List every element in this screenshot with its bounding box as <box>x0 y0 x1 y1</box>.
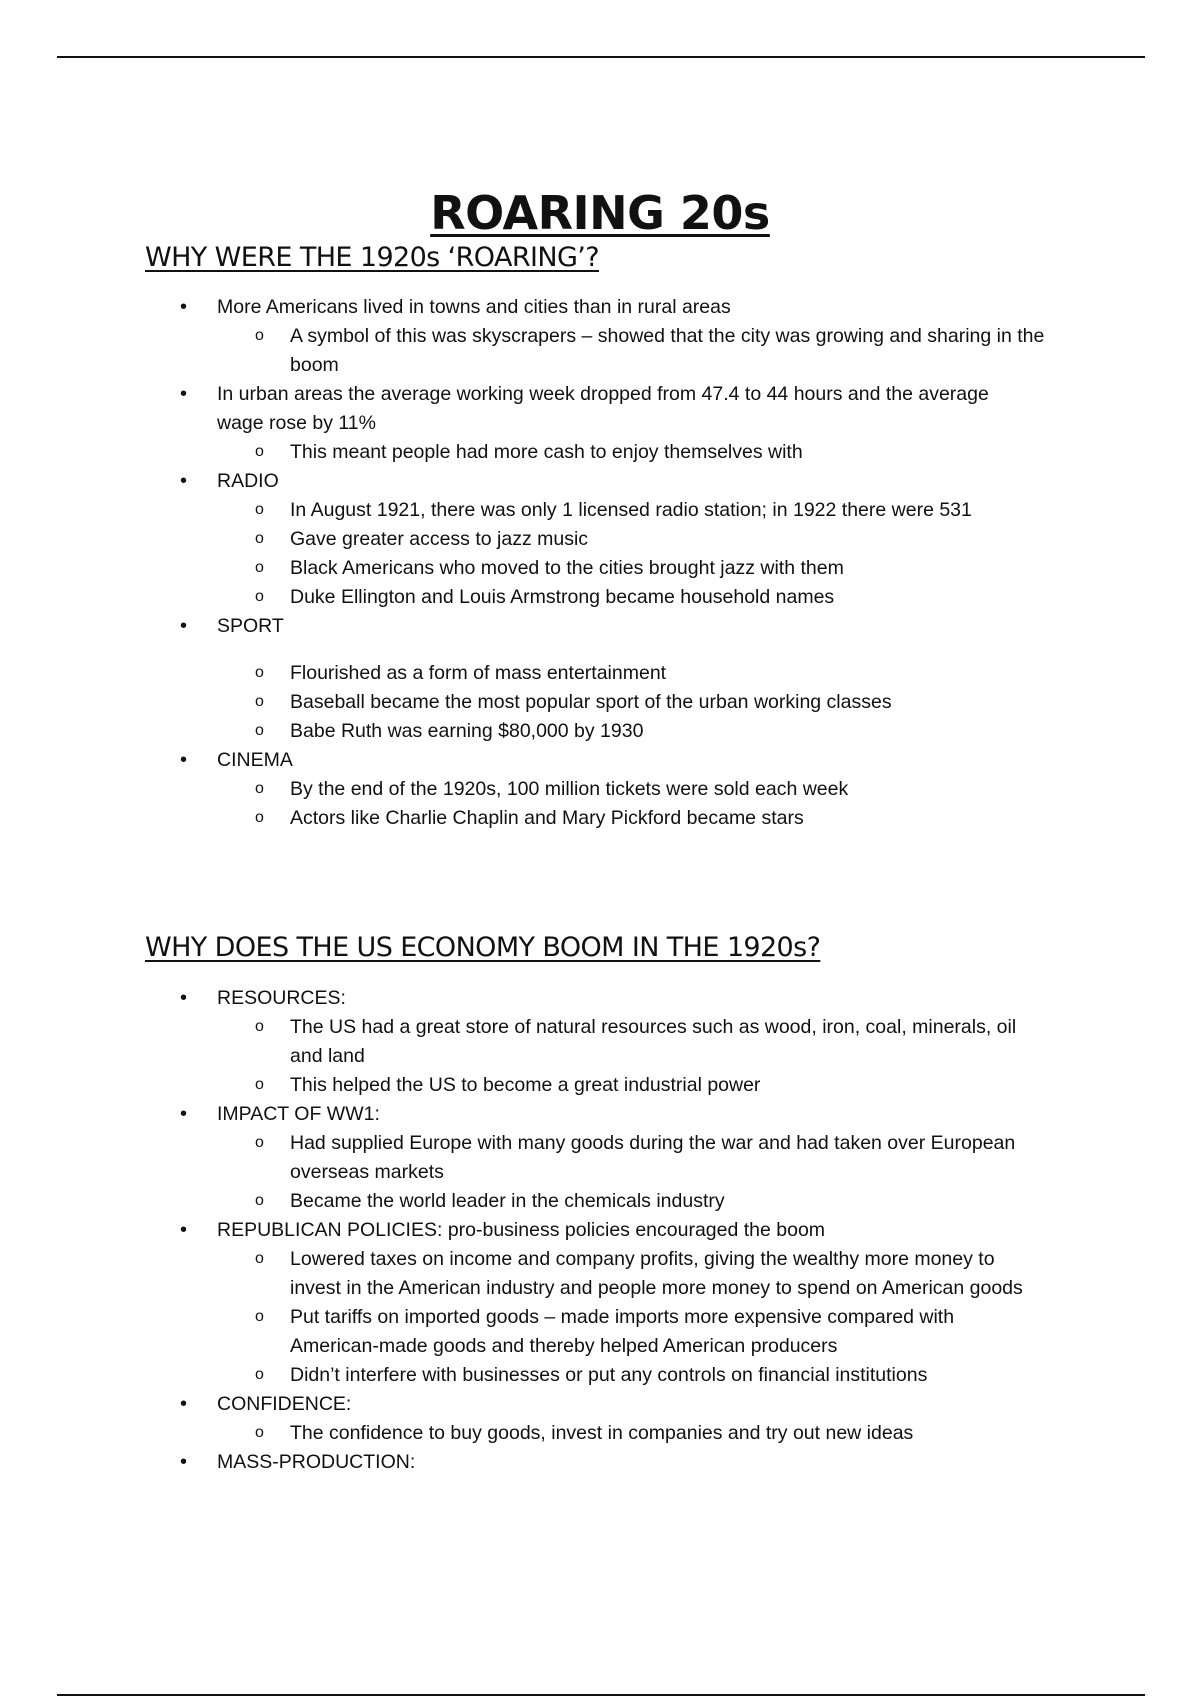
sub-list-item: o This helped the US to become a great industrial power <box>0 1071 1046 1100</box>
list-item: • MASS-PRODUCTION: <box>0 1448 1037 1477</box>
sub-list-item: o The confidence to buy goods, invest in companies and try out new ideas <box>0 1419 1046 1448</box>
section-heading-economy: WHY DOES THE US ECONOMY BOOM IN THE 1920s? <box>145 932 821 963</box>
document-title: ROARING 20s <box>430 185 770 240</box>
sub-list-item: o Put tariffs on imported goods – made imports more expensive compared with American-made goods and thereby helped American producers <box>0 1303 1046 1361</box>
sub-list-item: o Actors like Charlie Chaplin and Mary Pickford became stars <box>0 804 1046 833</box>
sub-list-item: o Lowered taxes on income and company profits, giving the wealthy more money to invest in the American industry and people more money to spend on American goods <box>0 1245 1046 1303</box>
sub-list-item: o Gave greater access to jazz music <box>0 525 1046 554</box>
sub-list-item: o Babe Ruth was earning $80,000 by 1930 <box>0 717 1046 746</box>
sub-list-item: o In August 1921, there was only 1 licensed radio station; in 1922 there were 531 <box>0 496 1046 525</box>
sub-list-item: o Black Americans who moved to the cities brought jazz with them <box>0 554 1046 583</box>
list-item: • REPUBLICAN POLICIES: pro-business policies encouraged the boom <box>0 1216 1037 1245</box>
list-item: • In urban areas the average working week dropped from 47.4 to 44 hours and the average wage rose by 11% <box>0 380 1037 438</box>
sub-list-item: o Became the world leader in the chemicals industry <box>0 1187 1046 1216</box>
sub-list-item: o Flourished as a form of mass entertainment <box>0 659 1046 688</box>
sub-list-item: o Duke Ellington and Louis Armstrong became household names <box>0 583 1046 612</box>
spacer <box>0 641 1200 659</box>
sub-list-item: o By the end of the 1920s, 100 million tickets were sold each week <box>0 775 1046 804</box>
list-item: • CINEMA <box>0 746 1037 775</box>
sub-list-item: o Baseball became the most popular sport of the urban working classes <box>0 688 1046 717</box>
list-item: • More Americans lived in towns and cities than in rural areas <box>0 293 1037 322</box>
section-list-roaring <box>0 293 1200 833</box>
sub-list-item: o Had supplied Europe with many goods during the war and had taken over European overseas markets <box>0 1129 1046 1187</box>
list-item: • CONFIDENCE: <box>0 1390 1037 1419</box>
top-rule <box>57 56 1145 58</box>
list-item: • SPORT <box>0 612 1037 641</box>
sub-list-item: o A symbol of this was skyscrapers – showed that the city was growing and sharing in the boom <box>0 322 1046 380</box>
list-item: • RADIO <box>0 467 1037 496</box>
section-heading-roaring: WHY WERE THE 1920s ‘ROARING’? <box>145 242 599 273</box>
sub-list-item: o This meant people had more cash to enjoy themselves with <box>0 438 1046 467</box>
sub-list-item: o Didn’t interfere with businesses or put any controls on financial institutions <box>0 1361 1046 1390</box>
list-item: • RESOURCES: <box>0 984 1037 1013</box>
list-item: • IMPACT OF WW1: <box>0 1100 1037 1129</box>
section-list-economy <box>0 984 1200 1477</box>
bottom-rule <box>57 1694 1145 1696</box>
sub-list-item: o The US had a great store of natural resources such as wood, iron, coal, minerals, oil and land <box>0 1013 1046 1071</box>
